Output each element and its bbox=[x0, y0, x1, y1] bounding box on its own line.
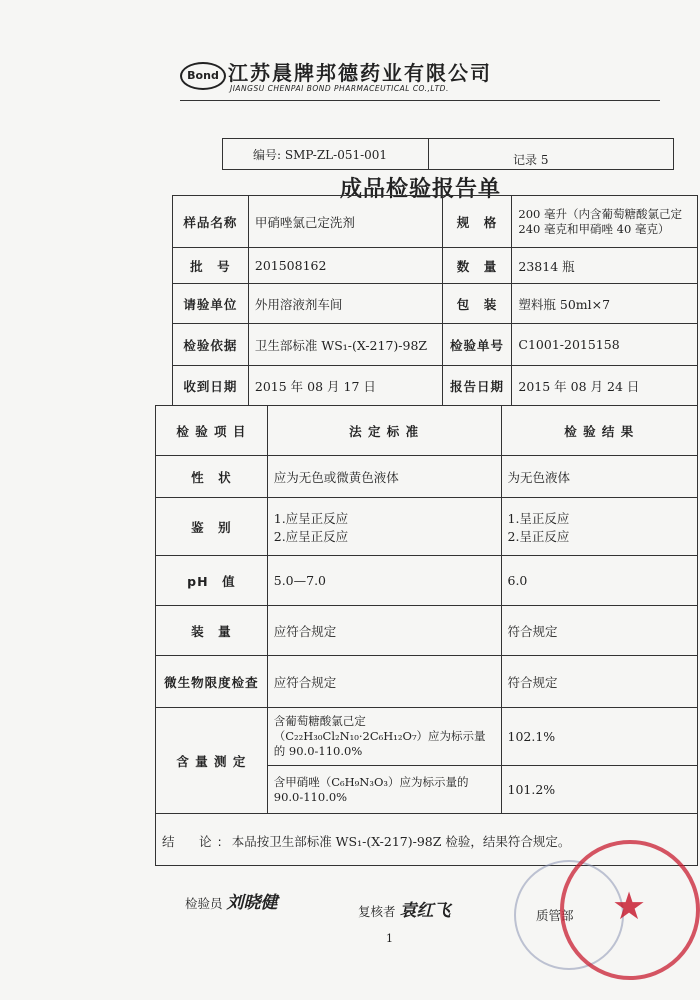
quantity-value: 23814 瓶 bbox=[512, 248, 698, 284]
result-identification-1: 1.呈正反应 bbox=[507, 510, 570, 526]
inspector-signature: 刘晓健 bbox=[226, 893, 278, 913]
standard-identification-1: 1.应呈正反应 bbox=[273, 510, 349, 526]
table-row bbox=[156, 556, 698, 606]
basis-value: 卫生部标准 WS₁-(X-217)-98Z bbox=[248, 324, 442, 366]
received-value: 2015 年 08 月 17 日 bbox=[248, 366, 442, 406]
result-identification-2: 2.呈正反应 bbox=[507, 528, 570, 544]
report-title: 成品检验报告单 bbox=[340, 177, 502, 202]
table-row bbox=[156, 708, 698, 766]
standard-appearance: 应为无色或微黄色液体 bbox=[267, 456, 501, 498]
item-identification: 鉴 别 bbox=[156, 498, 268, 556]
result-appearance: 为无色液体 bbox=[501, 456, 698, 498]
received-label: 收到日期 bbox=[173, 366, 249, 406]
info-row bbox=[173, 324, 698, 366]
report-date-value: 2015 年 08 月 24 日 bbox=[512, 366, 698, 406]
standard-identification-2: 2.应呈正反应 bbox=[273, 528, 349, 544]
standard-assay-2: 含甲硝唑（C₆H₉N₃O₃）应为标示量的 90.0-110.0% bbox=[267, 766, 501, 814]
item-header: 检 验 项 目 bbox=[156, 406, 268, 456]
info-row bbox=[173, 196, 698, 248]
record-number: 记录 5 bbox=[513, 153, 549, 167]
basis-label: 检验依据 bbox=[173, 324, 249, 366]
company-logo: Bond bbox=[180, 62, 226, 90]
standard-header: 法 定 标 准 bbox=[267, 406, 501, 456]
standard-microbial: 应符合规定 bbox=[267, 656, 501, 708]
page-number: 1 bbox=[386, 932, 393, 945]
requester-value: 外用溶液剂车间 bbox=[248, 284, 442, 324]
results-header-row bbox=[156, 406, 698, 456]
document-number-box bbox=[222, 138, 674, 170]
company-name-cn: 江苏晨牌邦德药业有限公司 bbox=[228, 61, 492, 85]
result-identification bbox=[501, 498, 698, 556]
item-assay: 含 量 测 定 bbox=[156, 708, 268, 814]
spec-value: 200 毫升（内含葡萄糖酸氯己定 240 毫克和甲硝唑 40 毫克） bbox=[512, 196, 698, 248]
inspector-label: 检验员 bbox=[185, 896, 223, 911]
inspector-signature-block bbox=[185, 888, 278, 913]
reviewer-label: 复核者 bbox=[358, 904, 396, 919]
spec-label: 规 格 bbox=[442, 196, 512, 248]
conclusion-text: 本品按卫生部标准 WS₁-(X-217)-98Z 检验，结果符合规定。 bbox=[231, 834, 571, 849]
result-header: 检 验 结 果 bbox=[501, 406, 698, 456]
result-assay-1: 102.1% bbox=[501, 708, 698, 766]
info-row bbox=[173, 366, 698, 406]
result-microbial: 符合规定 bbox=[501, 656, 698, 708]
docnum-divider bbox=[428, 139, 429, 169]
package-value: 塑料瓶 50ml×7 bbox=[512, 284, 698, 324]
sample-name-label: 样品名称 bbox=[173, 196, 249, 248]
table-row bbox=[156, 656, 698, 708]
result-ph: 6.0 bbox=[501, 556, 698, 606]
item-ph: pH 值 bbox=[156, 556, 268, 606]
result-filling: 符合规定 bbox=[501, 606, 698, 656]
item-filling: 装 量 bbox=[156, 606, 268, 656]
table-row bbox=[156, 456, 698, 498]
table-row bbox=[156, 606, 698, 656]
document-number: 编号: SMP-ZL-051-001 bbox=[253, 148, 388, 162]
report-no-label: 检验单号 bbox=[442, 324, 512, 366]
results-table bbox=[155, 405, 698, 866]
sample-name-value: 甲硝唑氯己定洗剂 bbox=[248, 196, 442, 248]
batch-value: 201508162 bbox=[248, 248, 442, 284]
quantity-label: 数 量 bbox=[442, 248, 512, 284]
item-microbial: 微生物限度检查 bbox=[156, 656, 268, 708]
batch-label: 批 号 bbox=[173, 248, 249, 284]
info-row bbox=[173, 284, 698, 324]
company-name-en: JIANGSU CHENPAI BOND PHARMACEUTICAL CO.,LTD. bbox=[230, 84, 449, 93]
standard-ph: 5.0—7.0 bbox=[267, 556, 501, 606]
info-table bbox=[172, 195, 698, 406]
info-row bbox=[173, 248, 698, 284]
standard-filling: 应符合规定 bbox=[267, 606, 501, 656]
package-label: 包 装 bbox=[442, 284, 512, 324]
requester-label: 请验单位 bbox=[173, 284, 249, 324]
report-no-value: C1001-2015158 bbox=[512, 324, 698, 366]
report-date-label: 报告日期 bbox=[442, 366, 512, 406]
conclusion bbox=[162, 832, 570, 850]
standard-identification bbox=[267, 498, 501, 556]
company-seal bbox=[560, 840, 700, 980]
standard-assay-1: 含葡萄糖酸氯己定（C₂₂H₃₀Cl₂N₁₀·2C₆H₁₂O₇）应为标示量的 90.0-110.0% bbox=[267, 708, 501, 766]
table-row bbox=[156, 498, 698, 556]
result-assay-2: 101.2% bbox=[501, 766, 698, 814]
conclusion-label: 结 论: bbox=[162, 834, 228, 849]
seal-star-icon: ★ bbox=[612, 884, 647, 928]
qa-label: 质管部 bbox=[536, 908, 574, 923]
reviewer-signature: 袁红飞 bbox=[399, 901, 451, 921]
item-appearance: 性 状 bbox=[156, 456, 268, 498]
header-divider bbox=[180, 100, 660, 101]
reviewer-signature-block bbox=[358, 896, 451, 921]
